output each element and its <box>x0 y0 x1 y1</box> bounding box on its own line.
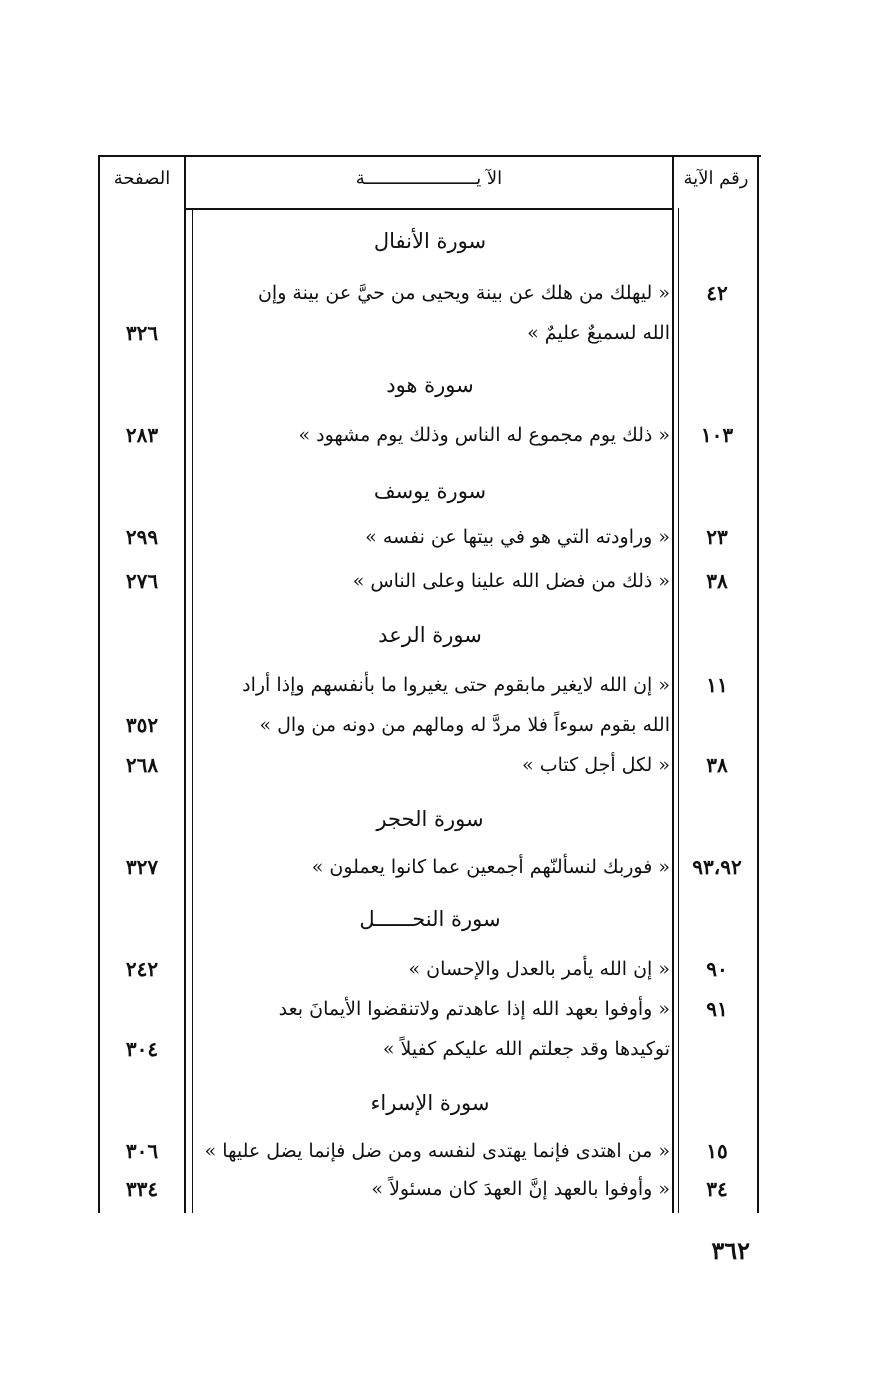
page-reference: ٣٥٢ <box>125 713 159 737</box>
page-reference: ٢٦٨ <box>125 753 159 777</box>
verse-line: توكيدها وقد جعلتم الله عليكم كفيلاً » <box>382 1038 670 1060</box>
number-column-divider-inner <box>678 208 679 1213</box>
header-page: الصفحة <box>113 168 171 189</box>
ayah-number: ٢٣ <box>706 525 728 549</box>
verse-line: « فوربك لنسألنّهم أجمعين عما كانوا يعملون » <box>311 856 670 878</box>
page-reference: ٣٢٧ <box>125 855 159 879</box>
top-rule <box>98 155 761 157</box>
ayah-number: ١٥ <box>706 1139 728 1163</box>
page-column-divider <box>184 155 186 1213</box>
verse-line: « ليهلك من هلك عن بينة ويحيى من حيَّ عن بينة وإن <box>257 282 670 304</box>
ayah-number: ١١ <box>706 673 728 697</box>
header-ayah-number: رقم الآية <box>683 168 749 189</box>
verse-line: « وأوفوا بعهد الله إذا عاهدتم ولاتنقضوا الأيمانَ بعد <box>278 998 670 1020</box>
page-reference: ٣٣٤ <box>125 1177 159 1201</box>
surah-heading: سورة النحــــــل <box>359 907 501 931</box>
surah-heading: سورة الأنفال <box>373 229 487 253</box>
page-number: ٣٦٢ <box>711 1236 750 1265</box>
ayah-number: ٣٤ <box>706 1177 728 1201</box>
verse-line: « إن الله يأمر بالعدل والإحسان » <box>408 958 670 980</box>
left-border <box>98 155 100 1213</box>
verse-line: « وراودته التي هو في بيتها عن نفسه » <box>365 526 670 548</box>
verse-line: « إن الله لايغير مابقوم حتى يغيروا ما بأنفسهم وإذا أراد <box>242 674 670 696</box>
ayah-number: ٩٣،٩٢ <box>692 855 742 879</box>
header-ayah: الآ يـــــــــــــــــــــة <box>355 168 503 189</box>
surah-heading: سورة الإسراء <box>370 1091 490 1115</box>
page-reference: ٢٤٢ <box>125 957 159 981</box>
page-reference: ٢٧٦ <box>125 569 159 593</box>
ayah-number: ٣٨ <box>706 569 728 593</box>
verse-line: « وأوفوا بالعهد إنَّ العهدَ كان مسئولاً » <box>371 1178 670 1200</box>
number-column-divider <box>672 155 674 1213</box>
surah-heading: سورة يوسف <box>373 479 487 503</box>
surah-heading: سورة هود <box>386 373 474 397</box>
verse-line: « ذلك من فضل الله علينا وعلى الناس » <box>352 570 670 592</box>
page-reference: ٣٠٤ <box>125 1037 159 1061</box>
ayah-number: ١٠٣ <box>700 423 734 447</box>
ayah-number: ٣٨ <box>706 753 728 777</box>
verse-line: « لكل أجل كتاب » <box>522 754 670 776</box>
page-reference: ٣٢٦ <box>125 321 159 345</box>
header-rule <box>186 208 672 210</box>
page-reference: ٢٨٣ <box>125 423 159 447</box>
surah-heading: سورة الحجر <box>376 807 484 831</box>
verse-line: الله بقوم سوءاً فلا مردَّ له ومالهم من دونه من وال » <box>259 714 670 736</box>
page-reference: ٣٠٦ <box>125 1139 159 1163</box>
verse-line: « من اهتدى فإنما يهتدى لنفسه ومن ضل فإنما يضل عليها » <box>204 1140 670 1162</box>
verse-line: الله لسميعٌ عليمٌ » <box>527 322 670 344</box>
ayah-number: ٩١ <box>706 997 728 1021</box>
page-column-divider-inner <box>192 208 193 1213</box>
surah-heading: سورة الرعد <box>378 623 482 647</box>
ayah-number: ٤٢ <box>706 281 728 305</box>
verse-line: « ذلك يوم مجموع له الناس وذلك يوم مشهود » <box>298 424 670 446</box>
ayah-number: ٩٠ <box>706 957 728 981</box>
page-reference: ٢٩٩ <box>125 525 159 549</box>
